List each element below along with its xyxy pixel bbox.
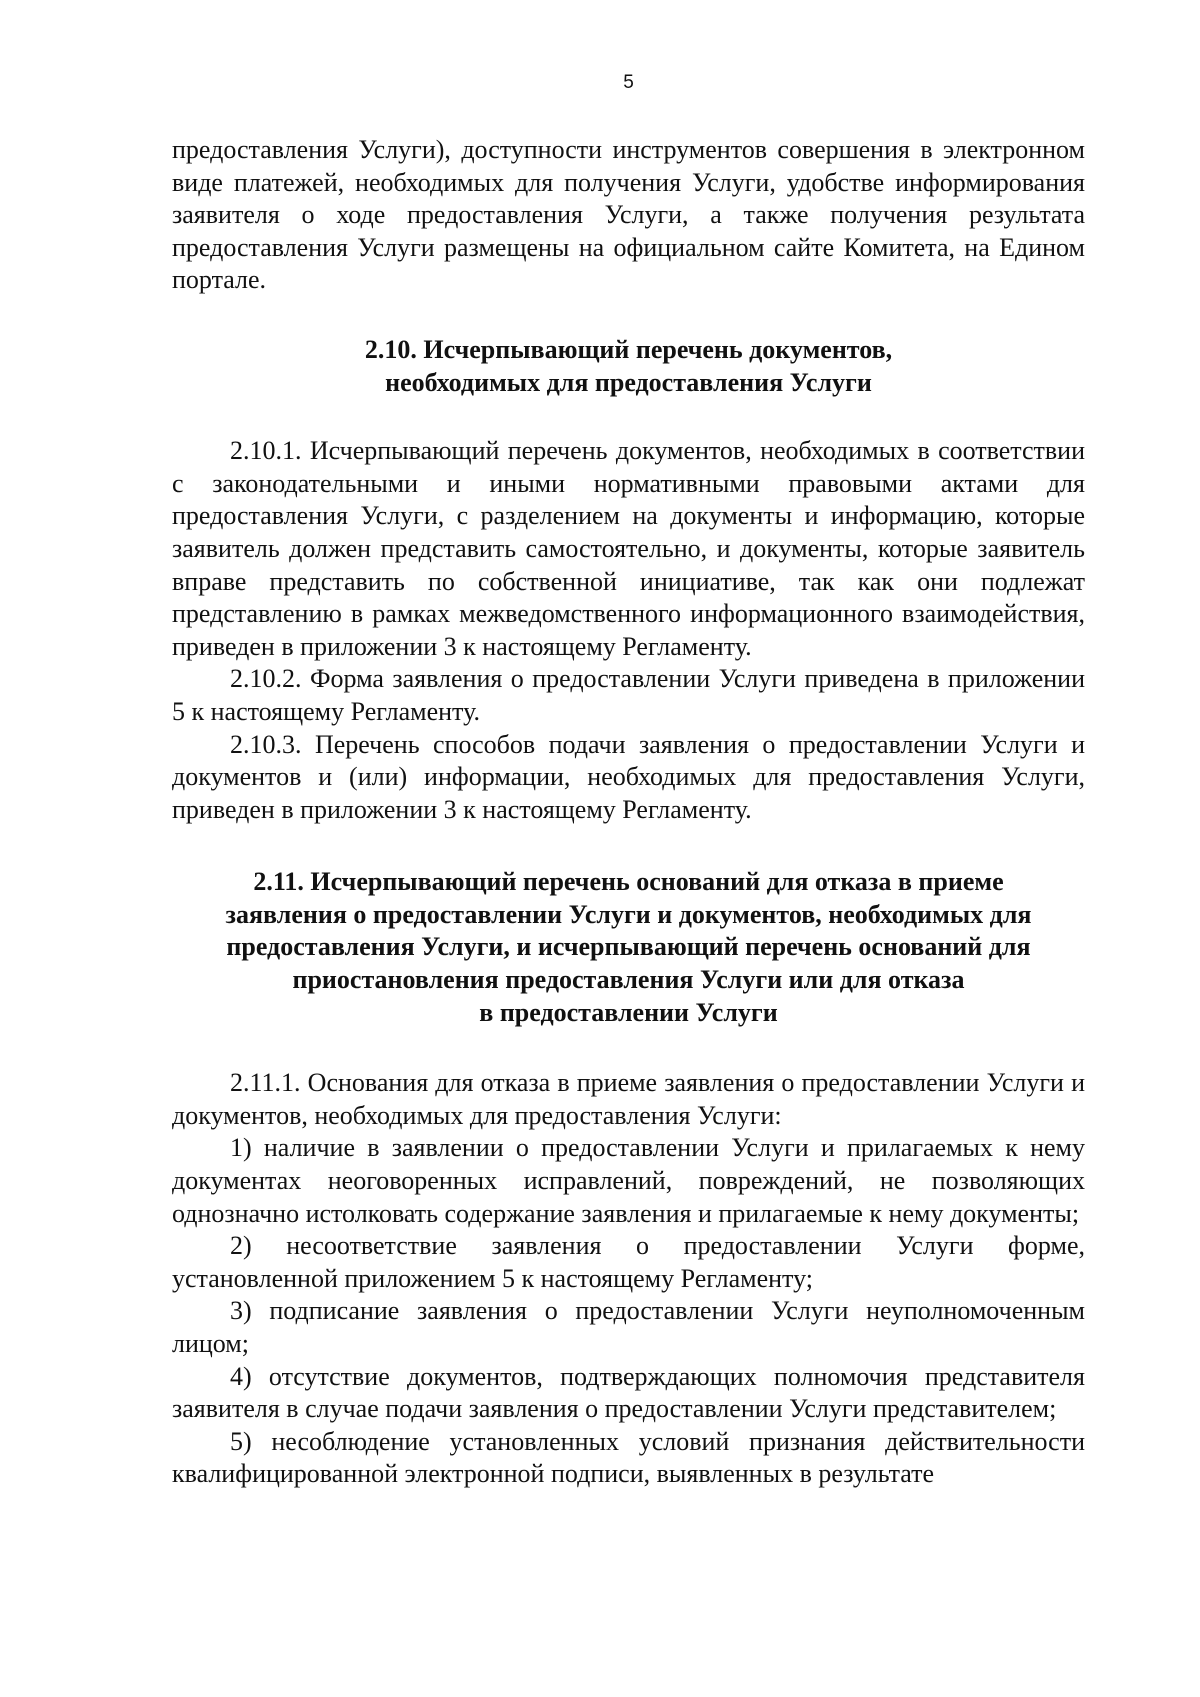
list-item-1: 1) наличие в заявлении о предоставлении Услуги и прилагаемых к нему документах неоговоренных исправлений, повреждений, не позволяющих однозначно истолковать содержание заявления и прилагаемые к нему документы; bbox=[172, 1133, 1085, 1228]
section-2-11-heading-line: предоставления Услуги, и исчерпывающий перечень оснований для bbox=[226, 932, 1031, 962]
spacer bbox=[172, 297, 1085, 334]
paragraph-2-10-1: 2.10.1. Исчерпывающий перечень документов, необходимых в соответствии с законодательными и иными нормативными правовыми актами для предоставления Услуги, с разделением на документы и информацию, которые заявитель должен представить самостоятельно, и документы, которые заявитель вправе представить по собственной инициативе, так как они подлежат представлению в рамках межведомственного информационного взаимодействия, приведен в приложении 3 к настоящему Регламенту. bbox=[172, 436, 1085, 661]
spacer bbox=[172, 826, 1085, 866]
document-page bbox=[172, 72, 1085, 1491]
page-number: 5 bbox=[623, 72, 634, 93]
list-item-4: 4) отсутствие документов, подтверждающих полномочия представителя заявителя в случае подачи заявления о предоставлении Услуги представителем; bbox=[172, 1361, 1085, 1424]
paragraph-2-10-3: 2.10.3. Перечень способов подачи заявления о предоставлении Услуги и документов и (или) информации, необходимых для предоставления Услуги, приведен в приложении 3 к настоящему Регламенту. bbox=[172, 729, 1085, 824]
list-item-2: 2) несоответствие заявления о предоставлении Услуги форме, установленной приложением 5 к настоящему Регламенту; bbox=[172, 1231, 1085, 1293]
section-2-11-heading bbox=[172, 866, 1085, 1029]
list-item-3: 3) подписание заявления о предоставлении Услуги неуполномоченным лицом; bbox=[172, 1296, 1085, 1358]
section-2-11-heading-line: приостановления предоставления Услуги или для отказа bbox=[292, 965, 965, 995]
spacer bbox=[172, 399, 1085, 435]
section-2-10-heading-line: необходимых для предоставления Услуги bbox=[385, 367, 872, 397]
intro-paragraph: предоставления Услуги), доступности инструментов совершения в электронном виде платежей, необходимых для получения Услуги, удобстве информирования заявителя о ходе предоставления Услуги, а также получения результата предоставления Услуги размещены на официальном сайте Комитета, на Едином портале. bbox=[172, 135, 1085, 295]
section-2-11-heading-line: заявления о предоставлении Услуги и документов, необходимых для bbox=[225, 899, 1032, 929]
list-item-5: 5) несоблюдение установленных условий признания действительности квалифицированной электронной подписи, выявленных в результате bbox=[172, 1426, 1085, 1489]
paragraph-2-10-2: 2.10.2. Форма заявления о предоставлении Услуги приведена в приложении 5 к настоящему Регламенту. bbox=[172, 664, 1085, 726]
section-2-10-heading bbox=[172, 334, 1085, 399]
paragraph-2-11-1: 2.11.1. Основания для отказа в приеме заявления о предоставлении Услуги и документов, необходимых для предоставления Услуги: bbox=[172, 1068, 1085, 1130]
section-2-11-heading-line: 2.11. Исчерпывающий перечень оснований для отказа в приеме bbox=[253, 867, 1004, 897]
section-2-10-heading-line: 2.10. Исчерпывающий перечень документов, bbox=[364, 334, 893, 364]
spacer bbox=[172, 1029, 1085, 1067]
section-2-11-heading-line: в предоставлении Услуги bbox=[479, 997, 778, 1027]
